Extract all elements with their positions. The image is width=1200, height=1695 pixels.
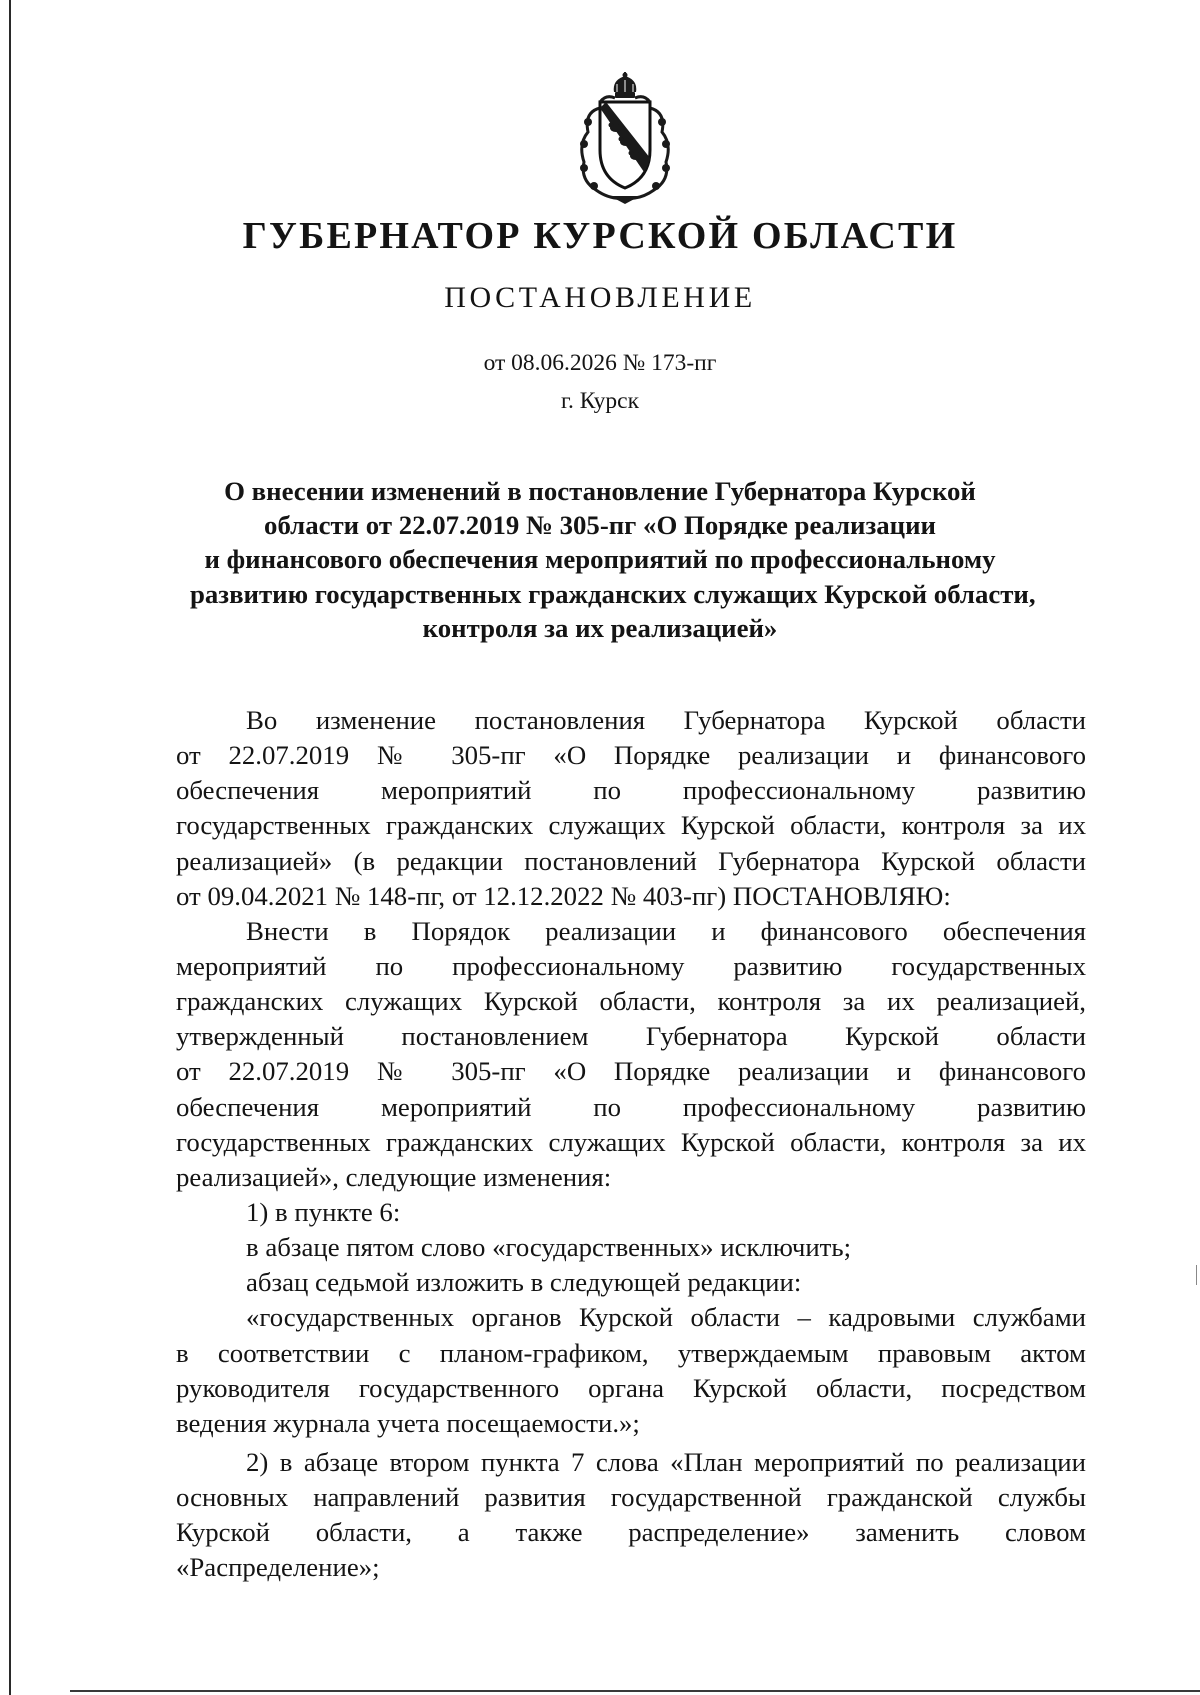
body-line: ведения журнала учета посещаемости.»; xyxy=(176,1407,640,1438)
body-line: мероприятий по профессиональному развитию государственных xyxy=(176,950,1086,981)
body-line: Курской области, а также распределение» заменить словом xyxy=(176,1517,1086,1548)
body-line: Внести в Порядок реализации и финансового обеспечения xyxy=(246,915,1086,946)
document-title xyxy=(190,474,1036,645)
body-line: от 22.07.2019 № 305-пг «О Порядке реализации и финансового xyxy=(176,1056,1086,1087)
body-line: Во изменение постановления Губернатора Курской области xyxy=(246,705,1086,735)
document-date-number: от 08.06.2026 № 173-пг xyxy=(483,350,717,376)
document-city: г. Курск xyxy=(561,388,639,414)
body-line: 2) в абзаце втором пункта 7 слова «План мероприятий по реализации xyxy=(246,1446,1086,1477)
body-line: руководителя государственного органа Курской области, посредством xyxy=(176,1372,1086,1403)
body-line: гражданских служащих Курской области, контроля за их реализацией, xyxy=(176,986,1086,1017)
body-line: 1) в пункте 6: xyxy=(246,1196,401,1227)
body-line: государственных гражданских служащих Курской области, контроля за их xyxy=(176,810,1086,841)
body-line: обеспечения мероприятий по профессиональному развитию xyxy=(176,1091,1086,1122)
kursk-coat-of-arms-emblem xyxy=(570,72,680,204)
body-line: от 22.07.2019 № 305-пг «О Порядке реализации и финансового xyxy=(176,740,1086,771)
document-body xyxy=(176,703,1086,1586)
body-line: государственных гражданских служащих Курской области, контроля за их xyxy=(176,1126,1086,1157)
scan-bottom-edge xyxy=(70,1690,1200,1692)
body-line: в соответствии с планом-графиком, утверждаемым правовым актом xyxy=(176,1337,1086,1368)
title-line: О внесении изменений в постановление Губернатора Курской xyxy=(224,476,976,506)
scan-artifact-mark xyxy=(1196,1265,1197,1285)
body-line: обеспечения мероприятий по профессиональному развитию xyxy=(176,775,1086,806)
title-line: области от 22.07.2019 № 305-пг «О Порядке реализации xyxy=(264,510,936,541)
body-line: абзац седьмой изложить в следующей редакции: xyxy=(246,1267,802,1298)
body-line: от 09.04.2021 № 148-пг, от 12.12.2022 № 403-пг) ПОСТАНОВЛЯЮ: xyxy=(176,880,951,911)
body-line: «Распределение»; xyxy=(176,1552,380,1583)
document-type-heading: ПОСТАНОВЛЕНИЕ xyxy=(444,281,756,314)
body-line: в абзаце пятом слово «государственных» исключить; xyxy=(246,1232,852,1263)
body-line: «государственных органов Курской области – кадровыми службами xyxy=(246,1302,1086,1333)
body-line: основных направлений развития государственной гражданской службы xyxy=(176,1482,1086,1513)
title-line: и финансового обеспечения мероприятий по профессиональному xyxy=(204,544,996,575)
title-line: развитию государственных гражданских служащих Курской области, xyxy=(190,578,1036,609)
issuing-authority-heading: ГУБЕРНАТОР КУРСКОЙ ОБЛАСТИ xyxy=(242,215,958,257)
title-line: контроля за их реализацией» xyxy=(422,612,778,643)
body-line: реализацией» (в редакции постановлений Губернатора Курской области xyxy=(176,845,1086,876)
body-line: утвержденный постановлением Губернатора Курской области xyxy=(176,1021,1086,1052)
body-line: реализацией», следующие изменения: xyxy=(176,1161,612,1192)
